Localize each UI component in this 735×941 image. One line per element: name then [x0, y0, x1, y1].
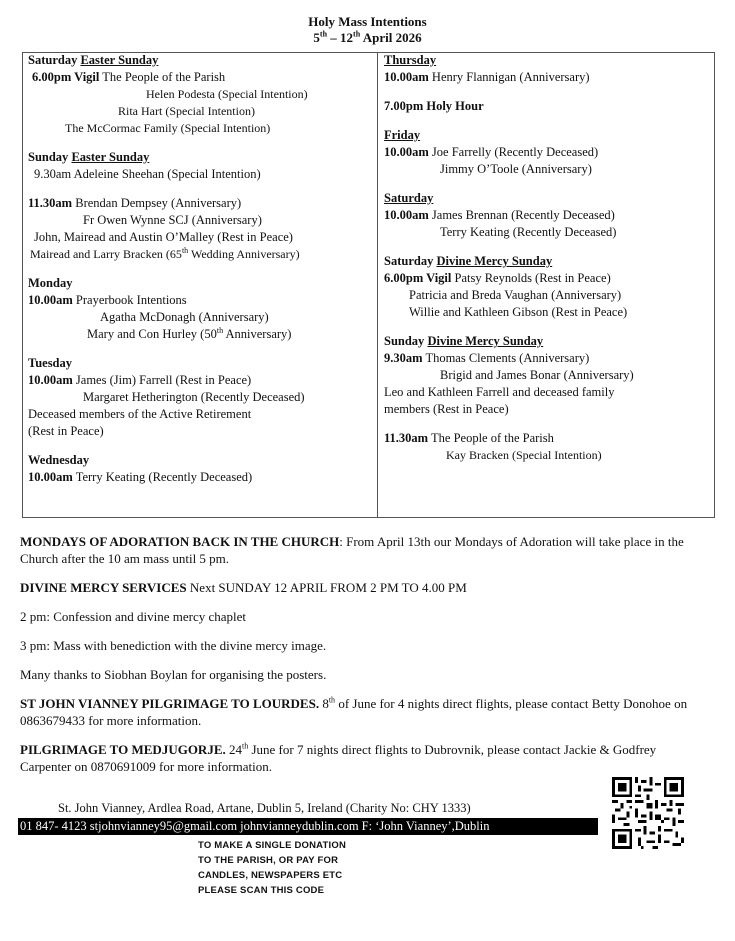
page-title	[0, 14, 735, 46]
sun-line-5: Mairead and Larry Bracken (65th Wedding Anniversary)	[30, 246, 300, 261]
fri-heading: Friday	[384, 128, 421, 142]
scan-instructions: TO MAKE A SINGLE DONATION TO THE PARISH, OR PAY FOR CANDLES, NEWSPAPERS ETC PLEASE SCAN THIS CODE	[198, 840, 347, 896]
holy-hour: 7.00pm Holy Hour	[384, 99, 484, 113]
fri-line-1: 10.00am Joe Farrelly (Recently Deceased)	[384, 145, 599, 159]
tue-line-2: Margaret Hetherington (Recently Deceased)	[83, 390, 305, 404]
parish-address: St. John Vianney, Ardlea Road, Artane, Dublin 5, Ireland (Charity No: CHY 1333)	[58, 801, 471, 815]
wed-heading: Wednesday	[28, 453, 90, 467]
notice-mercy-1: 2 pm: Confession and divine mercy chaplet	[20, 609, 247, 624]
sat-heading: Saturday Easter Sunday	[28, 53, 159, 67]
fri-line-2: Jimmy O’Toole (Anniversary)	[440, 162, 592, 176]
sat-line-2: Terry Keating (Recently Deceased)	[440, 225, 617, 239]
sunv-line-1: 9.30am Thomas Clements (Anniversary)	[384, 351, 590, 365]
title-text: Holy Mass Intentions	[308, 14, 427, 29]
satv-line-2: Patricia and Breda Vaughan (Anniversary)	[409, 288, 622, 302]
sun-heading: Sunday Easter Sunday	[28, 150, 150, 164]
thu-heading: Thursday	[384, 53, 437, 67]
sat-line-3: Rita Hart (Special Intention)	[118, 104, 255, 118]
thu-line-1: 10.00am Henry Flannigan (Anniversary)	[384, 70, 590, 84]
sun-line-4: John, Mairead and Austin O’Malley (Rest in Peace)	[34, 230, 293, 244]
sunv-line-4: members (Rest in Peace)	[384, 402, 509, 416]
notice-medjugorje: PILGRIMAGE TO MEDJUGORJE. 24th June for 7 nights direct flights to Dubrovnik, please contact Jackie & Godfrey Carpenter on 0870691009 for more information.	[20, 741, 657, 774]
date-start: 5	[313, 30, 320, 45]
notice-divine-mercy: DIVINE MERCY SERVICES Next SUNDAY 12 APRIL FROM 2 PM TO 4.00 PM	[20, 580, 467, 595]
mon-heading: Monday	[28, 276, 73, 290]
sun-line-3: Fr Owen Wynne SCJ (Anniversary)	[83, 213, 262, 227]
notice-adoration: MONDAYS OF ADORATION BACK IN THE CHURCH: From April 13th our Mondays of Adoration will take place in the Church after the 10 am mass until 5 pm.	[20, 534, 684, 566]
date-tail: April 2026	[360, 30, 422, 45]
mon-line-3: Mary and Con Hurley (50th Anniversary)	[87, 325, 292, 341]
date-start-sup: th	[319, 29, 328, 39]
qr-code-icon[interactable]	[611, 777, 685, 849]
sun-line-2: 11.30am Brendan Dempsey (Anniversary)	[28, 196, 242, 210]
notice-thanks: Many thanks to Siobhan Boylan for organising the posters.	[20, 667, 327, 682]
notice-lourdes: ST JOHN VIANNEY PILGRIMAGE TO LOURDES. 8th of June for 4 nights direct flights, please contact Betty Donohoe on 0863679433 for more information.	[20, 695, 688, 728]
sunv-line-5: 11.30am The People of the Parish	[384, 431, 554, 445]
right-column	[384, 52, 712, 464]
sat-line-1: 10.00am James Brennan (Recently Deceased)	[384, 208, 615, 222]
sat-heading: Saturday	[384, 191, 434, 205]
column-divider	[377, 52, 378, 518]
date-mid: – 12	[327, 30, 354, 45]
sunv-line-6: Kay Bracken (Special Intention)	[446, 448, 602, 462]
date-end-sup: th	[353, 29, 361, 39]
sat-line-2: Helen Podesta (Special Intention)	[146, 87, 308, 101]
date-range	[0, 30, 735, 46]
notices	[20, 533, 710, 787]
tue-line-3: Deceased members of the Active Retirement	[28, 407, 252, 421]
tue-line-1: 10.00am James (Jim) Farrell (Rest in Peace)	[28, 373, 252, 387]
mon-line-2: Agatha McDonagh (Anniversary)	[100, 310, 269, 324]
sunv-line-3: Leo and Kathleen Farrell and deceased family	[384, 385, 615, 399]
tue-line-4: (Rest in Peace)	[28, 424, 104, 438]
contact-bar: 01 847- 4123 stjohnvianney95@gmail.com johnvianneydublin.com F: ‘John Vianney’,Dublin	[18, 818, 598, 835]
satv-line-1: 6.00pm Vigil Patsy Reynolds (Rest in Peace)	[384, 271, 611, 285]
mon-line-1: 10.00am Prayerbook Intentions	[28, 293, 187, 307]
satv-line-3: Willie and Kathleen Gibson (Rest in Peace)	[409, 305, 628, 319]
left-column	[28, 52, 374, 486]
satv-heading: Saturday Divine Mercy Sunday	[384, 254, 553, 268]
wed-line-1: 10.00am Terry Keating (Recently Deceased)	[28, 470, 253, 484]
sat-line-1: 6.00pm Vigil The People of the Parish	[32, 70, 226, 84]
tue-heading: Tuesday	[28, 356, 73, 370]
sunv-line-2: Brigid and James Bonar (Anniversary)	[440, 368, 634, 382]
sun-line-1: 9.30am Adeleine Sheehan (Special Intention)	[34, 167, 261, 181]
notice-mercy-2: 3 pm: Mass with benediction with the divine mercy image.	[20, 638, 327, 653]
sat-line-4: The McCormac Family (Special Intention)	[65, 121, 271, 135]
sunv-heading: Sunday Divine Mercy Sunday	[384, 334, 544, 348]
